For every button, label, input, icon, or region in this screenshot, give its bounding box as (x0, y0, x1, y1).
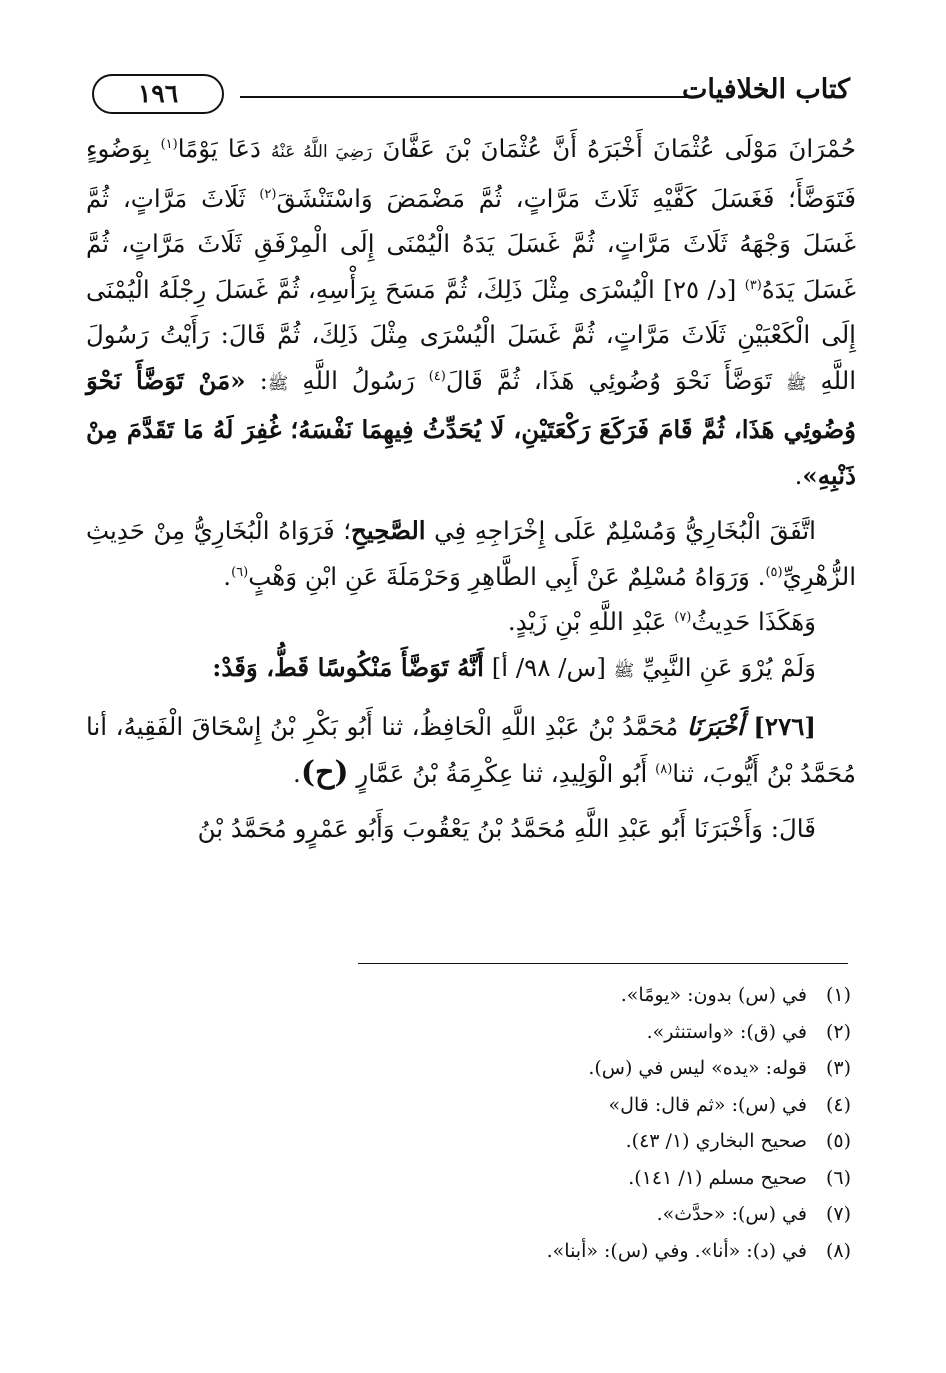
footnote-text: صحيح البخاري (١/ ٤٣). (625, 1130, 807, 1152)
footnote-text: في (س): «حدَّث». (656, 1203, 807, 1225)
akhbarana-word: أَخْبَرَنَا (686, 712, 744, 741)
text-span: مُحَمَّدُ بْنُ عَبْدِ اللَّهِ الْحَافِظُ، ثنا أَبُو بَكْرِ بْنُ إِسْحَاقَ الْفَقِيهُ، أنا مُحَمَّدُ بْنُ أَيُّوبَ، ثنا (86, 712, 856, 788)
text-span: عَبْدِ اللَّهِ بْنِ زَيْدٍ. (507, 607, 675, 636)
text-span: قَالَ: وَأَخْبَرَنَا أَبُو عَبْدِ اللَّهِ مُحَمَّدُ بْنُ يَعْقُوبَ وَأَبُو عَمْرٍو مُحَمَّدُ بْنُ (197, 814, 816, 843)
manuscript-ref: [س/ ٩٨/ أ] (483, 652, 614, 682)
text-span: . (293, 758, 301, 788)
hadith-paragraph (86, 126, 856, 498)
footnote-ref[interactable]: (٨) (655, 761, 673, 777)
tahwil-mark: (ح) (300, 754, 349, 790)
footnote-ref[interactable]: (٧) (674, 609, 692, 625)
page-number: ١٩٦ (92, 74, 224, 114)
footnote-text: في (د): «أنا». وفي (س): «أبنا». (546, 1239, 807, 1262)
footnote-text: في (س): «ثم قال: قال» (608, 1093, 807, 1116)
footnote-number: (١) (825, 984, 851, 1006)
footnote-item (291, 1087, 851, 1124)
footnote-ref[interactable]: (١) (160, 136, 178, 152)
footnote-item (291, 1050, 851, 1087)
footnote-number: (٣) (825, 1057, 851, 1079)
salawat-glyph: ﷺ (785, 373, 807, 394)
isnad-paragraph (86, 806, 856, 852)
footnote-text: في (ق): «واستنثر». (646, 1020, 807, 1043)
running-header (92, 72, 850, 122)
body-text (86, 126, 856, 852)
footnote-text: صحيح مسلم (١/ ١٤١). (628, 1166, 807, 1189)
footnote-number: (٧) (825, 1203, 851, 1225)
book-title: كتاب الخلافيات (681, 74, 850, 105)
book-name: الصَّحِيحِ (351, 516, 426, 545)
footnotes-list (291, 977, 851, 1269)
text-span: . وَرَوَاهُ مُسْلِمٌ عَنْ أَبِي الطَّاهِرِ وَحَرْمَلَةَ عَنِ ابْنِ وَهْبٍ (248, 561, 766, 591)
salawat-glyph: ﷺ (613, 660, 635, 681)
footnote-item (291, 1014, 851, 1051)
text-span: ؛ فَرَوَاهُ الْبُخَارِيُّ مِنْ حَدِيثِ الزُّهْرِيِّ (86, 516, 856, 591)
text-span: وَلَمْ يُرْوَ عَنِ النَّبِيِّ (634, 652, 816, 682)
header-rule (240, 96, 692, 98)
footnote-item (291, 1160, 851, 1197)
footnote-item (291, 1233, 851, 1270)
salawat-glyph: ﷺ (267, 373, 289, 394)
text-span: اتَّفَقَ الْبُخَارِيُّ وَمُسْلِمٌ عَلَى إِخْرَاجِهِ فِي (425, 516, 816, 545)
text-span: وَهَكَذَا حَدِيثُ (691, 607, 816, 636)
footnote-number: (٤) (825, 1093, 851, 1116)
footnote-number: (٨) (825, 1239, 851, 1262)
hadith-text: «مَنْ تَوَضَّأَ نَحْوَ وُضُوئِي هَذَا، ثُمَّ قَامَ فَرَكَعَ رَكْعَتَيْنِ، لَا يُحَدِّثُ فِيهِمَا نَفْسَهُ؛ غُفِرَ لَهُ مَا تَقَدَّمَ مِنْ ذَنْبِهِ» (86, 365, 856, 490)
hadith-number: [٢٧٦] (743, 712, 816, 741)
footnote-ref[interactable]: (٦) (231, 564, 249, 580)
footnote-number: (٢) (825, 1020, 851, 1043)
footnote-text: قوله: «يده» ليس في (س). (588, 1057, 807, 1079)
text-span: تَوَضَّأَ نَحْوَ وُضُوئِي هَذَا، ثُمَّ قَالَ (445, 365, 786, 395)
text-span: : (245, 365, 268, 395)
footnote-ref[interactable]: (٤) (428, 368, 446, 384)
note-paragraph (86, 645, 856, 695)
note-paragraph (86, 599, 856, 645)
text-span: . (223, 561, 232, 591)
text-span: دَعَا يَوْمًا (177, 134, 271, 163)
text-span: ثَلَاثَ مَرَّاتٍ، ثُمَّ غَسَلَ وَجْهَهُ ثَلَاثَ مَرَّاتٍ، ثُمَّ غَسَلَ يَدَهُ الْيُمْنَى إِلَى الْمِرْفَقِ ثَلَاثَ مَرَّاتٍ، ثُمَّ غَسَلَ يَدَهُ (86, 183, 856, 304)
text-span: رَسُولُ اللَّهِ (288, 365, 429, 395)
footnote-text: في (س) بدون: «يومًا». (620, 984, 807, 1006)
footnote-ref[interactable]: (٣) (744, 277, 762, 293)
footnote-item (291, 977, 851, 1014)
text-span: . (794, 460, 803, 490)
footnote-number: (٦) (825, 1166, 851, 1189)
text-span: حُمْرَانَ مَوْلَى عُثْمَانَ أَخْبَرَهُ أَنَّ عُثْمَانَ بْنَ عَفَّانَ (372, 134, 857, 163)
footnote-number: (٥) (825, 1130, 851, 1152)
footnote-ref[interactable]: (٢) (259, 186, 277, 202)
footnote-ref[interactable]: (٥) (765, 564, 783, 580)
takhrij-paragraph (86, 508, 856, 599)
text-span: [د/ ٢٥] الْيُسْرَى مِثْلَ ذَلِكَ، ثُمَّ مَسَحَ بِرَأْسِهِ، ثُمَّ غَسَلَ رِجْلَهُ الْيُمْنَى إِلَى الْكَعْبَيْنِ ثَلَاثَ مَرَّاتٍ، ثُمَّ غَسَلَ الْيُسْرَى مِثْلَ ذَلِكَ، ثُمَّ قَالَ: رَأَيْتُ رَسُولَ اللَّهِ (86, 274, 857, 395)
text-span: بِوَضُوءٍ فَتَوَضَّأَ؛ فَغَسَلَ كَفَّيْهِ ثَلَاثَ مَرَّاتٍ، ثُمَّ مَضْمَضَ وَاسْتَنْشَقَ (86, 134, 856, 213)
footnote-separator (358, 963, 848, 964)
text-span: أَبُو الْوَلِيدِ، ثنا عِكْرِمَةُ بْنُ عَمَّارٍ (348, 758, 656, 788)
text-span: أَنَّهُ تَوَضَّأَ مَنْكُوسًا قَطُّ، وَقَدْ: (212, 652, 484, 682)
honorific-glyph: رَضِيَ اللَّهُ عَنْهُ (270, 142, 373, 162)
isnad-paragraph (86, 704, 856, 796)
footnote-item (291, 1196, 851, 1233)
footnote-item (291, 1123, 851, 1160)
